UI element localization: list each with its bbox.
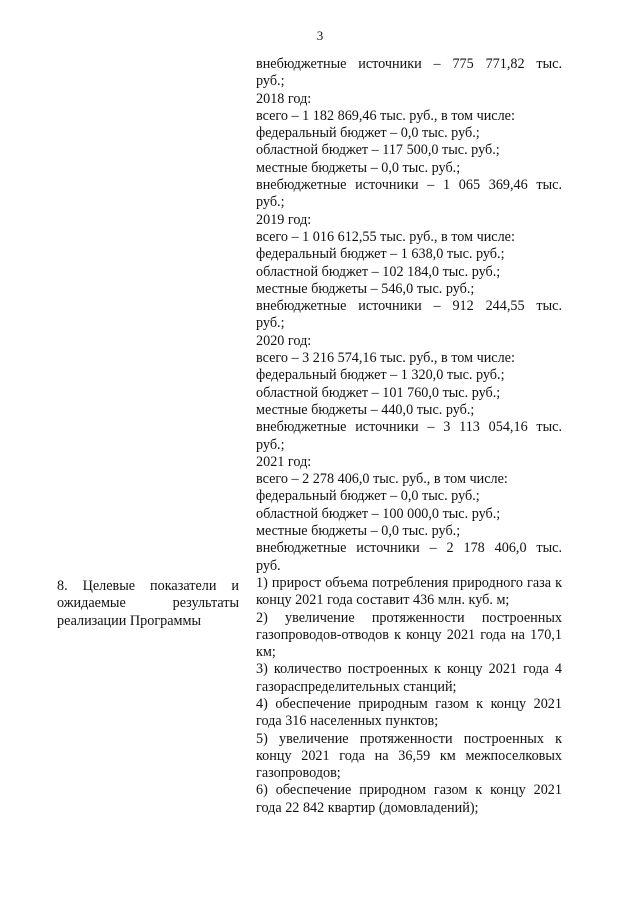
extra-line-end: руб.;	[256, 436, 285, 453]
regional-line: областной бюджет – 117 500,0 тыс. руб.;	[256, 142, 500, 159]
result-item: 1) прирост объема потребления природного газа к концу 2021 года составит 436 млн. куб. м;	[256, 574, 562, 609]
result-item: 2) увеличение протяженности построенных газопроводов-отводов к концу 2021 года на 170,1 км;	[256, 609, 562, 661]
extra-line: внебюджетные источники – 3 113 054,16 тыс.	[256, 419, 562, 436]
year-label: 2018 год:	[256, 90, 312, 107]
total-line: всего – 1 182 869,46 тыс. руб., в том числе:	[256, 107, 515, 124]
local-line: местные бюджеты – 0,0 тыс. руб.;	[256, 159, 461, 176]
year-block-2020	[256, 333, 562, 454]
year-block-2019	[256, 212, 562, 333]
year-block-2018	[256, 91, 562, 212]
year-label: 2020 год:	[256, 332, 312, 349]
federal-line: федеральный бюджет – 0,0 тыс. руб.;	[256, 488, 480, 505]
section8-items	[256, 575, 562, 817]
regional-line: областной бюджет – 101 760,0 тыс. руб.;	[256, 384, 501, 401]
extra-line-end: руб.;	[256, 315, 285, 332]
federal-line: федеральный бюджет – 1 320,0 тыс. руб.;	[256, 367, 505, 384]
regional-line: областной бюджет – 102 184,0 тыс. руб.;	[256, 263, 501, 280]
page-number: 3	[316, 28, 324, 43]
local-line: местные бюджеты – 546,0 тыс. руб.;	[256, 280, 475, 297]
result-item: 6) обеспечение природном газом к концу 2021 года 22 842 квартир (домовладений);	[256, 782, 562, 816]
local-line: местные бюджеты – 0,0 тыс. руб.;	[256, 523, 461, 540]
total-line: всего – 1 016 612,55 тыс. руб., в том числе:	[256, 228, 515, 245]
federal-line: федеральный бюджет – 0,0 тыс. руб.;	[256, 125, 480, 142]
section8-label: 8. Целевые показатели и ожидаемые результаты реализации Программы	[57, 578, 239, 629]
result-item: 5) увеличение протяженности построенных к концу 2021 года на 36,59 км межпоселковых газопроводов;	[256, 730, 562, 782]
year-label: 2021 год:	[256, 453, 312, 470]
extra-line: внебюджетные источники – 912 244,55 тыс.	[256, 298, 562, 315]
result-item: 3) количество построенных к концу 2021 года 4 газораспределительных станций;	[256, 661, 562, 695]
extra-line-end: руб.	[256, 557, 281, 574]
funding-line: руб.;	[256, 73, 285, 90]
extra-line: внебюджетные источники – 2 178 406,0 тыс.	[256, 540, 562, 557]
year-block-2021	[256, 454, 562, 575]
result-item: 4) обеспечение природным газом к концу 2021 года 316 населенных пунктов;	[256, 695, 562, 730]
funding-column	[256, 56, 562, 817]
local-line: местные бюджеты – 440,0 тыс. руб.;	[256, 401, 475, 418]
funding-line: внебюджетные источники – 775 771,82 тыс.	[256, 56, 562, 72]
extra-line-end: руб.;	[256, 194, 285, 211]
total-line: всего – 2 278 406,0 тыс. руб., в том числе:	[256, 471, 508, 488]
year-label: 2019 год:	[256, 211, 312, 228]
regional-line: областной бюджет – 100 000,0 тыс. руб.;	[256, 505, 501, 522]
extra-line: внебюджетные источники – 1 065 369,46 тыс.	[256, 177, 562, 194]
total-line: всего – 3 216 574,16 тыс. руб., в том числе:	[256, 350, 515, 367]
federal-line: федеральный бюджет – 1 638,0 тыс. руб.;	[256, 246, 505, 263]
